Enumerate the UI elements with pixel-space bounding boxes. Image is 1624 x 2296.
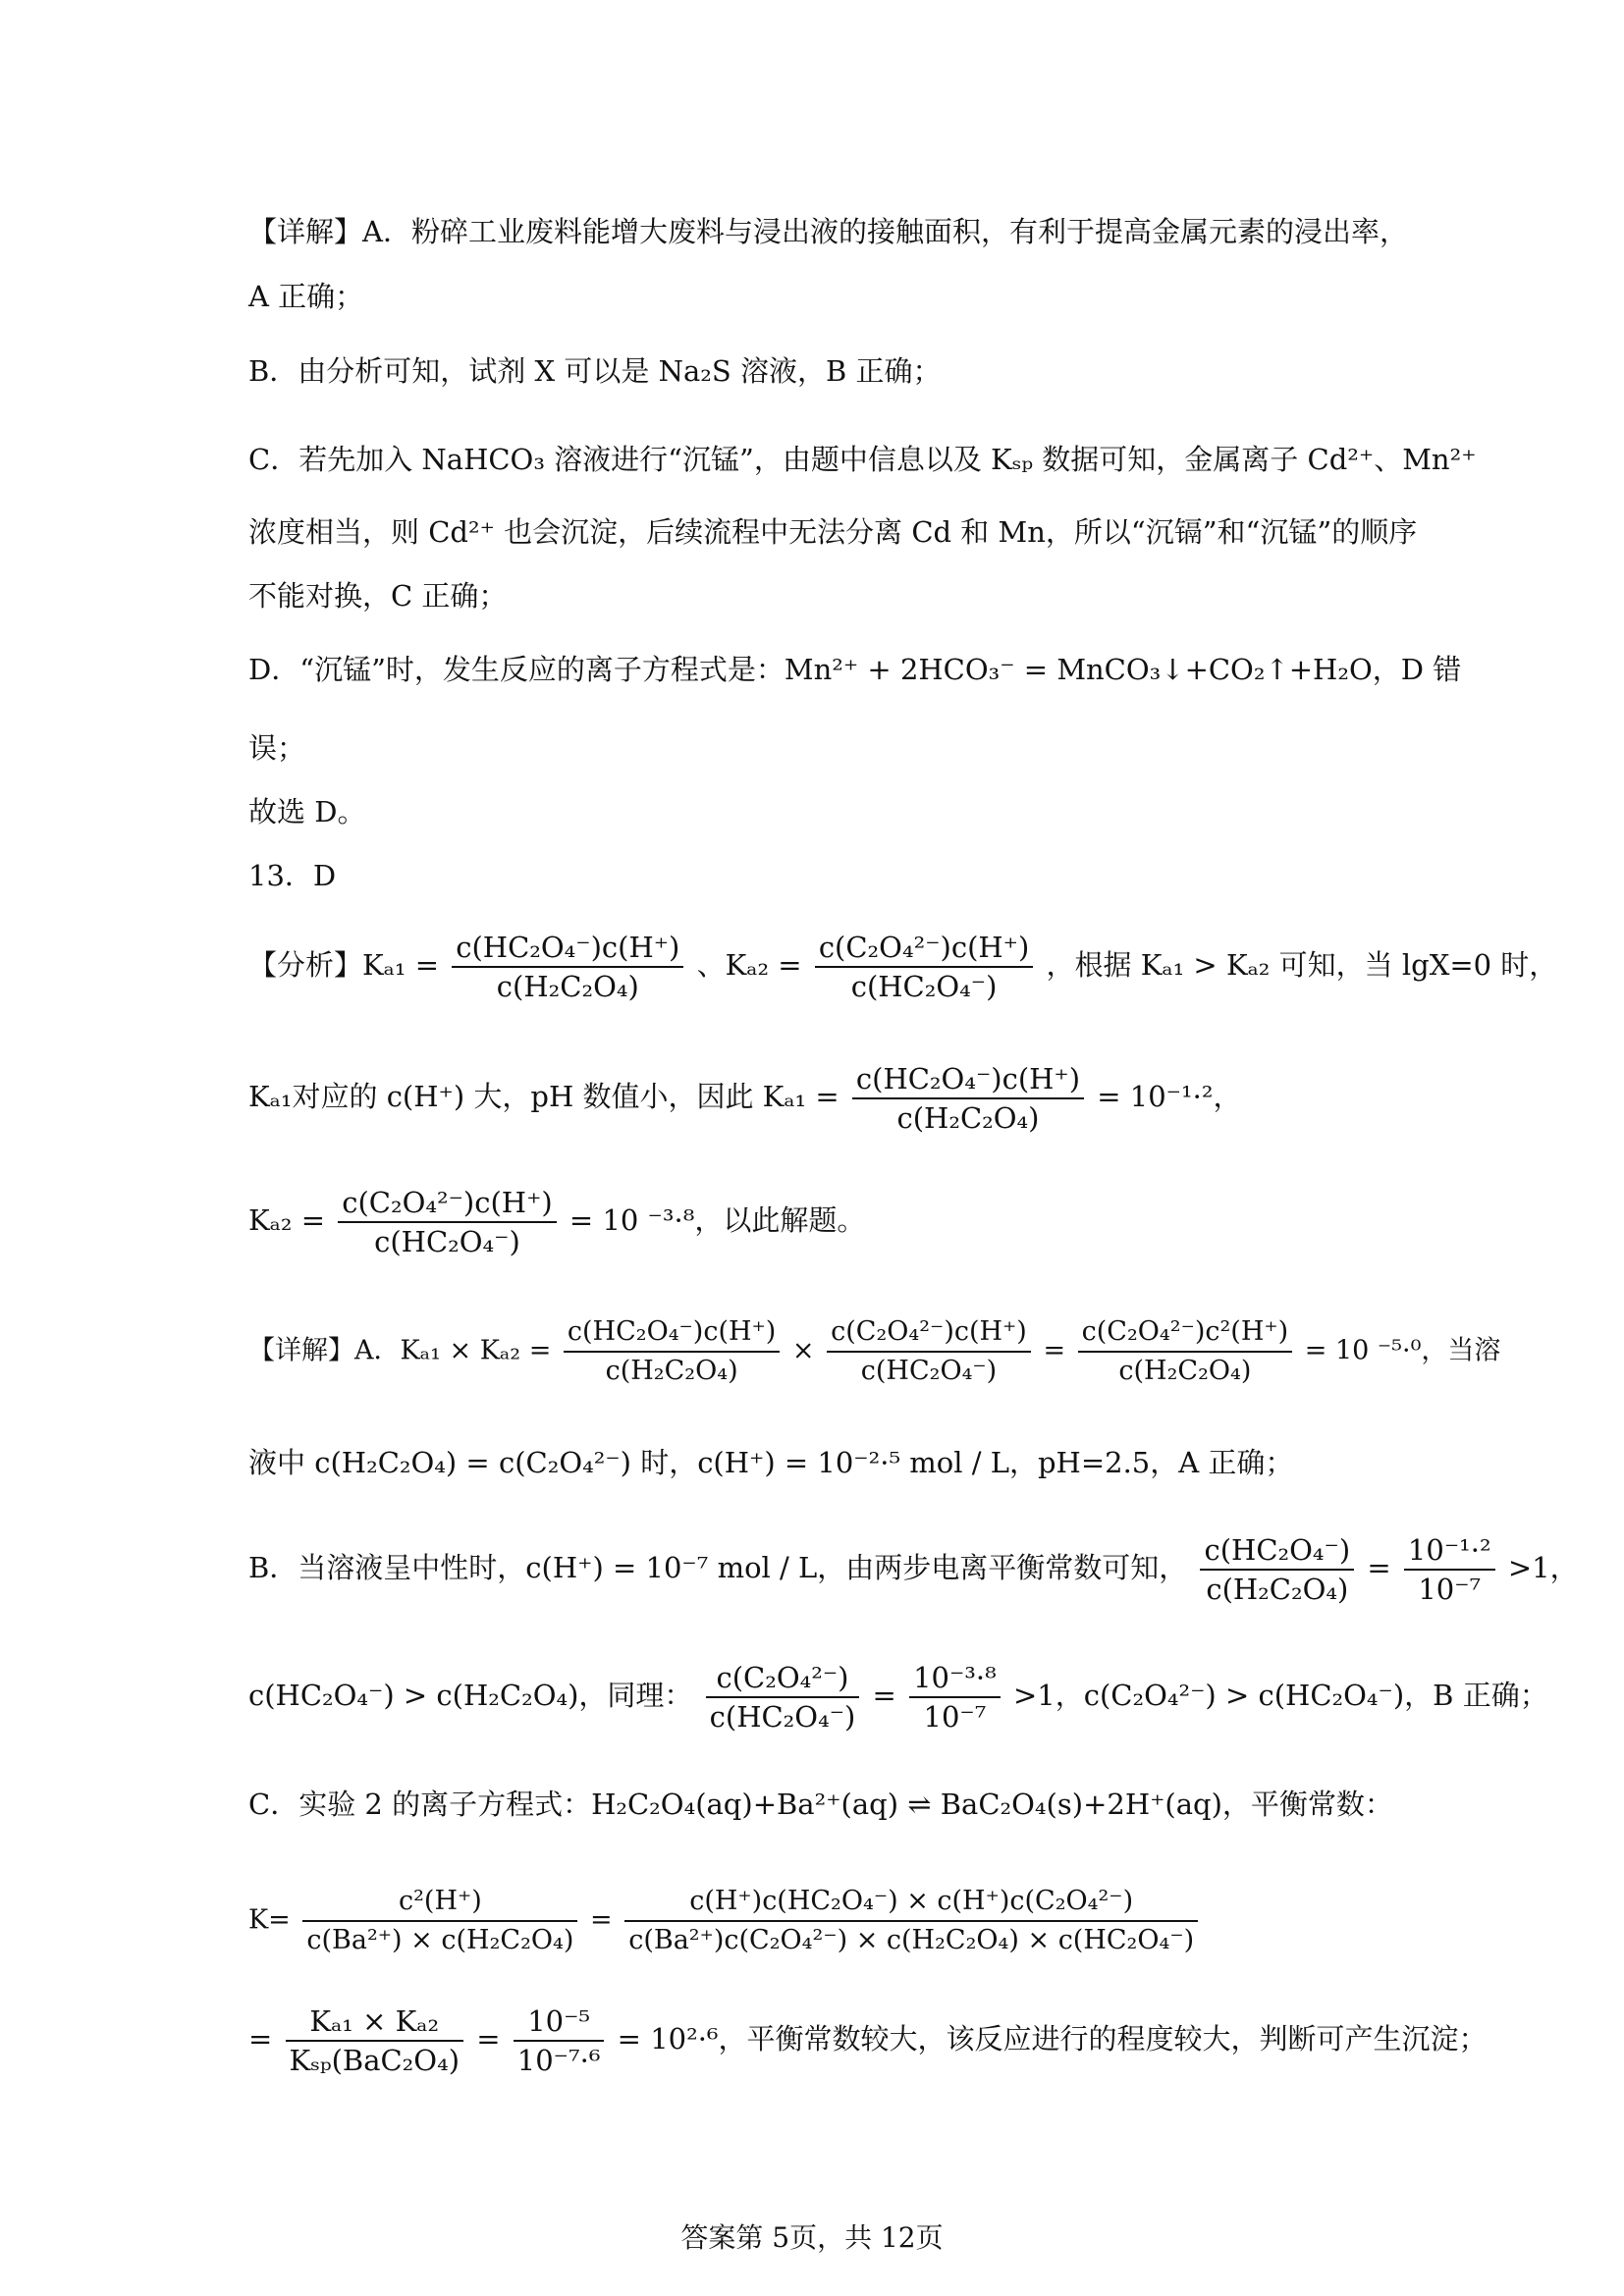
text: = 10⁻¹·²， xyxy=(1097,1080,1242,1113)
numerator: c(HC₂O₄⁻)c(H⁺) xyxy=(564,1313,780,1353)
numerator: 10⁻¹·² xyxy=(1404,1531,1495,1571)
explain-a-line xyxy=(248,1313,1500,1390)
denominator: Kₛₚ(BaC₂O₄) xyxy=(289,2044,460,2077)
text-line: 误； xyxy=(248,731,306,765)
text: 【分析】Kₐ₁ = xyxy=(248,948,439,982)
analysis-line xyxy=(248,929,1557,1005)
fraction xyxy=(1200,1531,1354,1608)
text-line: A 正确； xyxy=(248,280,364,313)
text: = 10²·⁶，平衡常数较大，该反应进行的程度较大，判断可产生沉淀； xyxy=(617,2022,1488,2056)
text-line: C．若先加入 NaHCO₃ 溶液进行“沉锰”，由题中信息以及 Kₛₚ 数据可知，金属离子 Cd²⁺、Mn²⁺ xyxy=(248,443,1477,476)
numerator: c(C₂O₄²⁻)c(H⁺) xyxy=(815,929,1033,968)
text: = xyxy=(248,2022,273,2056)
numerator: Kₐ₁ × Kₐ₂ xyxy=(286,2002,463,2042)
text: = xyxy=(872,1679,896,1712)
denominator: c(HC₂O₄⁻) xyxy=(374,1225,520,1258)
denominator: c(HC₂O₄⁻) xyxy=(860,1356,998,1386)
numerator: 10⁻³·⁸ xyxy=(909,1659,1001,1698)
numerator: c(HC₂O₄⁻)c(H⁺) xyxy=(452,929,683,968)
text-line: 不能对换，C 正确； xyxy=(248,579,508,613)
numerator: c(C₂O₄²⁻)c(H⁺) xyxy=(827,1313,1031,1353)
numerator: c(C₂O₄²⁻)c²(H⁺) xyxy=(1078,1313,1293,1353)
fraction xyxy=(815,929,1033,1005)
k-line xyxy=(248,1883,1202,1959)
text: = xyxy=(1367,1551,1391,1584)
text-line: 液中 c(H₂C₂O₄) = c(C₂O₄²⁻) 时，c(H⁺) = 10⁻²·⁵ mol / L，pH=2.5，A 正确； xyxy=(248,1446,1294,1479)
fraction xyxy=(852,1060,1084,1137)
denominator: c(H₂C₂O₄) xyxy=(1118,1356,1252,1386)
fraction xyxy=(706,1659,860,1735)
text: ，根据 Kₐ₁ > Kₐ₂ 可知，当 lgX=0 时， xyxy=(1046,948,1558,982)
text-line: C．实验 2 的离子方程式：H₂C₂O₄(aq)+Ba²⁺(aq) ⇌ BaC₂O₄(s)+2H⁺(aq)，平衡常数： xyxy=(248,1788,1393,1821)
text: = xyxy=(1043,1335,1066,1366)
text-line: 【详解】A．粉碎工业废料能增大废料与浸出液的接触面积，有利于提高金属元素的浸出率， xyxy=(248,215,1408,248)
fraction xyxy=(286,2002,463,2079)
fraction xyxy=(827,1313,1031,1390)
denominator: 10⁻⁷ xyxy=(1418,1573,1482,1606)
fraction xyxy=(909,1659,1001,1735)
denominator: c(H₂C₂O₄) xyxy=(896,1101,1040,1135)
ka1-line xyxy=(248,1060,1241,1137)
text: Kₐ₁对应的 c(H⁺) 大，pH 数值小，因此 Kₐ₁ = xyxy=(248,1080,839,1113)
ka2-line xyxy=(248,1184,865,1260)
numerator: c²(H⁺) xyxy=(302,1883,577,1922)
fraction xyxy=(302,1883,577,1959)
text: B．当溶液呈中性时，c(H⁺) = 10⁻⁷ mol / L，由两步电离平衡常数可知， xyxy=(248,1551,1188,1584)
text: 【详解】A．Kₐ₁ × Kₐ₂ = xyxy=(248,1335,552,1366)
denominator: 10⁻⁷ xyxy=(923,1700,987,1734)
text-line: D．“沉锰”时，发生反应的离子方程式是：Mn²⁺ + 2HCO₃⁻ = MnCO₃↓+CO₂↑+H₂O，D 错 xyxy=(248,653,1462,686)
numerator: c(C₂O₄²⁻) xyxy=(706,1659,860,1698)
kk-line xyxy=(248,2002,1488,2079)
denominator: c(Ba²⁺)c(C₂O₄²⁻) × c(H₂C₂O₄) × c(HC₂O₄⁻) xyxy=(628,1925,1195,1955)
denominator: c(HC₂O₄⁻) xyxy=(850,970,998,1003)
text-line: B．由分析可知，试剂 X 可以是 Na₂S 溶液，B 正确； xyxy=(248,354,942,388)
text: K= xyxy=(248,1904,291,1936)
explain-b2-line xyxy=(248,1659,1548,1735)
numerator: 10⁻⁵ xyxy=(514,2002,605,2042)
text: Kₐ₂ = xyxy=(248,1203,325,1237)
denominator: c(Ba²⁺) × c(H₂C₂O₄) xyxy=(306,1925,574,1955)
denominator: c(HC₂O₄⁻) xyxy=(709,1700,856,1734)
text: 、Kₐ₂ = xyxy=(696,948,802,982)
text: = 10 ⁻³·⁸，以此解题。 xyxy=(568,1203,866,1237)
page-footer: 答案第 5页，共 12页 xyxy=(680,2221,944,2254)
text-line: 故选 D。 xyxy=(248,795,366,828)
fraction xyxy=(624,1883,1198,1959)
text: >1， xyxy=(1507,1551,1579,1584)
text-line: 浓度相当，则 Cd²⁺ 也会沉淀，后续流程中无法分离 Cd 和 Mn，所以“沉镉”和“沉锰”的顺序 xyxy=(248,515,1418,549)
fraction xyxy=(1078,1313,1293,1390)
fraction xyxy=(514,2002,605,2079)
text: = 10 ⁻⁵·⁰，当溶 xyxy=(1304,1335,1501,1366)
numerator: c(HC₂O₄⁻)c(H⁺) xyxy=(852,1060,1084,1099)
denominator: 10⁻⁷·⁶ xyxy=(516,2044,601,2077)
numerator: c(C₂O₄²⁻)c(H⁺) xyxy=(338,1184,556,1223)
explain-b-line xyxy=(248,1531,1579,1608)
text: c(HC₂O₄⁻) > c(H₂C₂O₄)，同理： xyxy=(248,1679,693,1712)
denominator: c(H₂C₂O₄) xyxy=(605,1356,738,1386)
text-line: 13．D xyxy=(248,859,337,892)
numerator: c(HC₂O₄⁻) xyxy=(1200,1531,1354,1571)
denominator: c(H₂C₂O₄) xyxy=(496,970,639,1003)
numerator: c(H⁺)c(HC₂O₄⁻) × c(H⁺)c(C₂O₄²⁻) xyxy=(624,1883,1198,1922)
text: = xyxy=(476,2022,501,2056)
fraction xyxy=(452,929,683,1005)
text: × xyxy=(791,1335,815,1366)
text: >1，c(C₂O₄²⁻) > c(HC₂O₄⁻)，B 正确； xyxy=(1012,1679,1548,1712)
fraction xyxy=(338,1184,556,1260)
fraction xyxy=(1404,1531,1495,1608)
fraction xyxy=(564,1313,780,1390)
denominator: c(H₂C₂O₄) xyxy=(1206,1573,1349,1606)
text: = xyxy=(589,1904,613,1936)
